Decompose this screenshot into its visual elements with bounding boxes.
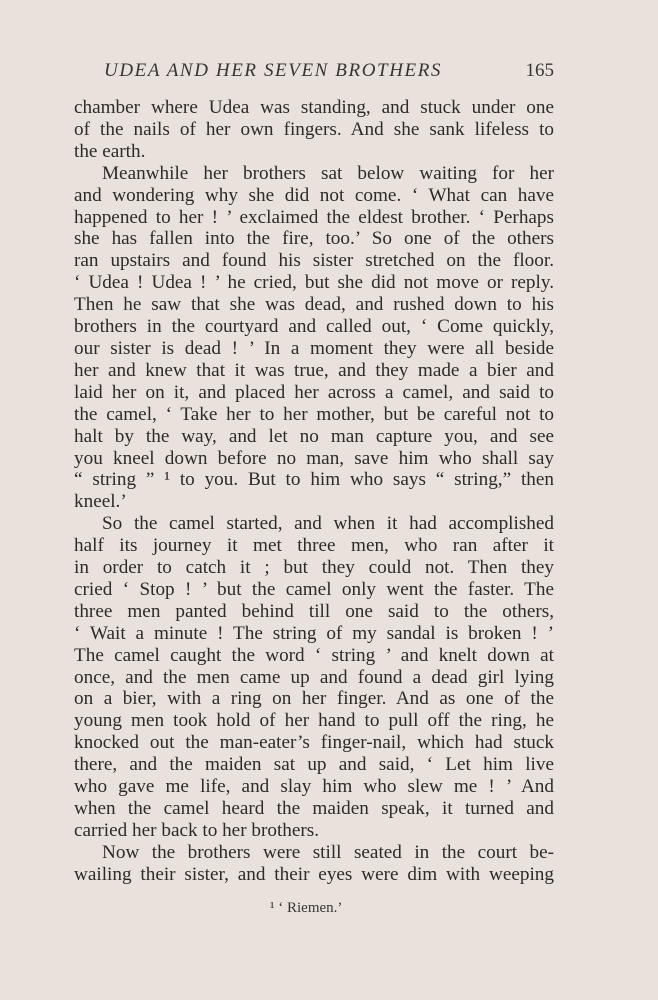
text-line: who gave me life, and slay him who slew me ! ’ And xyxy=(74,776,554,798)
text-line: laid her on it, and placed her across a camel, and said to xyxy=(74,381,554,403)
text-line: wailing their sister, and their eyes were dim with weeping xyxy=(74,863,554,885)
text-line: kneel.’ xyxy=(74,491,127,513)
text-line: her and knew that it was true, and they made a bier and xyxy=(74,359,554,381)
text-line: “ string ” ¹ to you. But to him who says “ string,” then xyxy=(74,469,554,491)
body-text xyxy=(74,97,554,886)
text-line: ‘ Udea ! Udea ! ’ he cried, but she did not move or reply. xyxy=(74,272,554,294)
text-line: when the camel heard the maiden speak, it turned and xyxy=(74,798,554,819)
text-line: ran upstairs and found his sister stretched on the floor. xyxy=(74,250,554,272)
text-line: half its journey it met three men, who ran after it xyxy=(74,535,554,557)
text-line: brothers in the courtyard and called out, ‘ Come quickly, xyxy=(74,316,554,338)
text-line: The camel caught the word ‘ string ’ and knelt down at xyxy=(74,644,554,666)
text-line: of the nails of her own fingers. And she sank lifeless to xyxy=(74,118,554,140)
text-line: happened to her ! ’ exclaimed the eldest brother. ‘ Perhaps xyxy=(74,206,554,228)
text-line: chamber where Udea was standing, and stuck under one xyxy=(74,97,554,118)
text-line: halt by the way, and let no man capture you, and see xyxy=(74,425,554,447)
text-line: carried her back to her brothers. xyxy=(74,819,320,841)
text-line: cried ‘ Stop ! ’ but the camel only went the faster. The xyxy=(74,578,554,600)
text-line: in order to catch it ; but they could not. Then they xyxy=(74,557,554,579)
text-line: once, and the men came up and found a dead girl lying xyxy=(74,666,554,688)
text-line: Then he saw that she was dead, and rushed down to his xyxy=(74,294,554,316)
text-line: and wondering why she did not come. ‘ What can have xyxy=(74,184,554,206)
text-line: So the camel started, and when it had accomplished xyxy=(102,513,554,535)
text-line: Now the brothers were still seated in the court be- xyxy=(102,841,554,863)
text-line: there, and the maiden sat up and said, ‘ Let him live xyxy=(74,754,554,776)
text-line: our sister is dead ! ’ In a moment they were all beside xyxy=(74,337,554,359)
footnote: ¹ ‘ Riemen.’ xyxy=(270,900,343,916)
text-line: on a bier, with a ring on her finger. And as one of the xyxy=(74,688,554,710)
text-line: the earth. xyxy=(74,140,146,162)
text-line: three men panted behind till one said to the others, xyxy=(74,600,554,622)
text-line: she has fallen into the fire, too.’ So one of the others xyxy=(74,228,554,250)
text-line: Meanwhile her brothers sat below waiting for her xyxy=(102,162,554,184)
text-line: young men took hold of her hand to pull off the ring, he xyxy=(74,710,554,732)
text-line: knocked out the man-eater’s finger-nail, which had stuck xyxy=(74,732,554,754)
text-line: you kneel down before no man, save him who shall say xyxy=(74,447,554,469)
running-title: UDEA AND HER SEVEN BROTHERS xyxy=(104,60,443,81)
text-line: ‘ Wait a minute ! The string of my sandal is broken ! ’ xyxy=(74,622,554,644)
text-line: the camel, ‘ Take her to her mother, but be careful not to xyxy=(74,403,554,425)
page-number: 165 xyxy=(525,60,554,81)
page-header xyxy=(0,60,658,86)
